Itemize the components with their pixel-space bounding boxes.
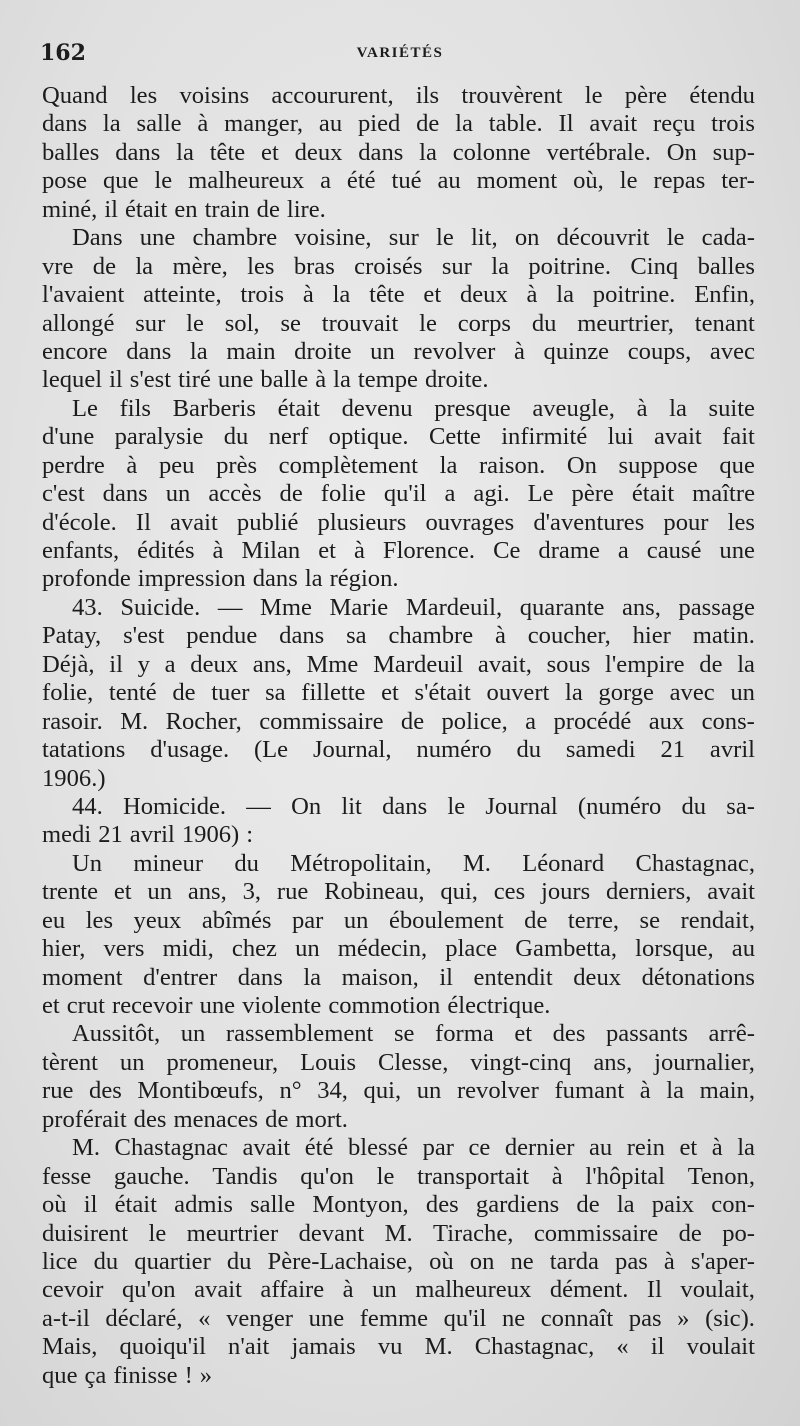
text-line: allongé sur le sol, se trouvait le corps du meurtrier, tenant — [42, 309, 755, 337]
text-line: Un mineur du Métropolitain, M. Léonard Chastagnac, — [72, 849, 755, 877]
running-title: VARIÉTÉS — [356, 45, 444, 61]
text-line: medi 21 avril 1906) : — [42, 821, 254, 849]
text-line: d'école. Il avait publié plusieurs ouvrages d'aventures pour les — [42, 508, 755, 536]
text-line: balles dans la tête et deux dans la colonne vertébrale. On sup- — [42, 138, 755, 166]
text-line: d'une paralysie du nerf optique. Cette infirmité lui avait fait — [42, 423, 755, 451]
text-line: tatations d'usage. (Le Journal, numéro du samedi 21 avril — [42, 736, 755, 764]
text-line: hier, vers midi, chez un médecin, place Gambetta, lorsque, au — [42, 935, 755, 963]
text-line: fesse gauche. Tandis qu'on le transportait à l'hôpital Tenon, — [42, 1162, 755, 1190]
text-line: Aussitôt, un rassemblement se forma et des passants arrê- — [72, 1020, 755, 1048]
text-line: 1906.) — [42, 764, 106, 792]
text-line: 43. Suicide. — Mme Marie Mardeuil, quarante ans, passage — [72, 593, 755, 621]
text-line: folie, tenté de tuer sa fillette et s'était ouvert la gorge avec un — [42, 679, 755, 707]
text-line: cevoir qu'on avait affaire à un malheureux dément. Il voulait, — [42, 1276, 755, 1304]
text-line: Dans une chambre voisine, sur le lit, on découvrit le cada- — [72, 224, 755, 252]
text-line: vre de la mère, les bras croisés sur la poitrine. Cinq balles — [42, 252, 755, 280]
text-line: eu les yeux abîmés par un éboulement de terre, se rendait, — [42, 906, 755, 934]
text-line: miné, il était en train de lire. — [42, 195, 326, 223]
text-line: Patay, s'est pendue dans sa chambre à coucher, hier matin. — [42, 622, 755, 650]
text-line: que ça finisse ! » — [42, 1361, 213, 1389]
text-line: Déjà, il y a deux ans, Mme Mardeuil avait, sous l'empire de la — [42, 650, 755, 678]
text-line: où il était admis salle Montyon, des gardiens de la paix con- — [42, 1191, 755, 1219]
body-text — [42, 82, 755, 1390]
text-line: Quand les voisins accoururent, ils trouvèrent le père étendu — [42, 82, 755, 109]
text-line: profonde impression dans la région. — [42, 565, 399, 593]
text-line: l'avaient atteinte, trois à la tête et deux à la poitrine. Enfin, — [42, 281, 755, 309]
text-line: pose que le malheureux a été tué au moment où, le repas ter- — [42, 167, 755, 195]
text-line: duisirent le meurtrier devant M. Tirache, commissaire de po- — [42, 1219, 755, 1247]
text-line: Le fils Barberis était devenu presque aveugle, à la suite — [72, 394, 755, 422]
text-line: a-t-il déclaré, « venger une femme qu'il ne connaît pas » (sic). — [42, 1304, 755, 1332]
page-number: 162 — [40, 40, 86, 66]
text-line: rasoir. M. Rocher, commissaire de police, a procédé aux cons- — [42, 707, 755, 735]
text-line: dans la salle à manger, au pied de la table. Il avait reçu trois — [42, 110, 755, 138]
text-line: proférait des menaces de mort. — [42, 1105, 348, 1133]
text-line: lice du quartier du Père-Lachaise, où on ne tarda pas à s'aper- — [42, 1247, 755, 1275]
text-line: et crut recevoir une violente commotion électrique. — [42, 992, 551, 1019]
text-line: M. Chastagnac avait été blessé par ce dernier au rein et à la — [72, 1134, 755, 1162]
text-line: Mais, quoiqu'il n'ait jamais vu M. Chastagnac, « il voulait — [42, 1333, 755, 1361]
text-line: moment d'entrer dans la maison, il entendit deux détonations — [42, 963, 755, 991]
text-line: 44. Homicide. — On lit dans le Journal (numéro du sa- — [72, 792, 755, 820]
text-line: rue des Montibœufs, n° 34, qui, un revolver fumant à la main, — [42, 1077, 755, 1105]
text-line: tèrent un promeneur, Louis Clesse, vingt-cinq ans, journalier, — [42, 1048, 755, 1076]
page-header — [40, 40, 760, 70]
text-line: lequel il s'est tiré une balle à la tempe droite. — [42, 366, 489, 394]
text-line: enfants, édités à Milan et à Florence. Ce drame a causé une — [42, 537, 755, 564]
text-line: c'est dans un accès de folie qu'il a agi. Le père était maître — [42, 480, 755, 508]
text-line: encore dans la main droite un revolver à quinze coups, avec — [42, 337, 755, 365]
text-line: perdre à peu près complètement la raison. On suppose que — [42, 451, 755, 479]
text-line: trente et un ans, 3, rue Robineau, qui, ces jours derniers, avait — [42, 878, 755, 906]
